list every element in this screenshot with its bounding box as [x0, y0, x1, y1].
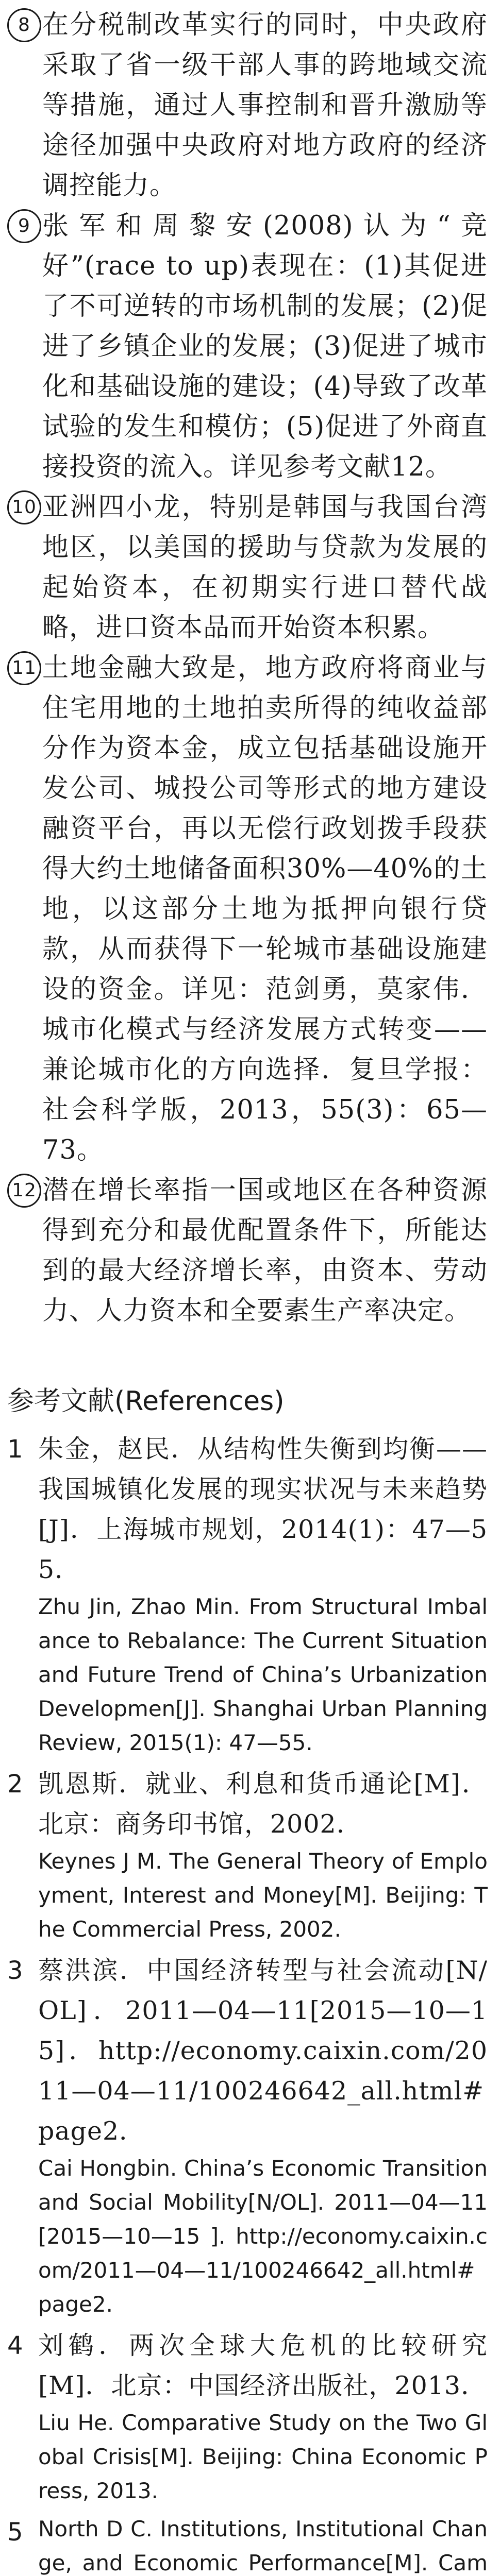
- note-text: 在分税制改革实行的同时，中央政府采取了省一级干部人事的跨地域交流等措施，通过人事控制和晋升激励等途径加强中央政府对地方政府的经济调控能力。: [42, 10, 488, 201]
- reference-english: Liu He. Comparative Study on the Two Global Crisis[M]. Beijing: China Economic Press, 2013.: [38, 2410, 488, 2503]
- references-heading: 参考文献(References): [7, 1386, 285, 1417]
- note-text: 潜在增长率指一国或地区在各种资源得到充分和最优配置条件下，所能达到的最大经济增长率，由资本、劳动力、人力资本和全要素生产率决定。: [42, 1175, 488, 1326]
- note-number: 10: [7, 490, 41, 524]
- reference-english: North D C. Institutions, Institutional Change, and Economic Performance[M]. Cam: [38, 2516, 488, 2575]
- reference-item: [7, 2326, 488, 2508]
- reference-number: 2: [7, 1770, 23, 1799]
- reference-english: Cai Hongbin. China’s Economic Transition and Social Mobility[N/OL]. 2011—04—11[2015—10—15 ]. http://economy.caixin.com/2011—04—11/100246642_all.html#page2.: [38, 2156, 488, 2317]
- reference-body: [38, 2512, 488, 2576]
- reference-chinese: 蔡洪滨．中国经济转型与社会流动[N/OL]．2011—04—11[2015—10—15]．http://economy.caixin.com/2011—04—11/100246642_all.html#page2．: [38, 1956, 488, 2146]
- note-item: [7, 487, 488, 648]
- reference-number: 5: [7, 2518, 23, 2547]
- reference-chinese: 朱金，赵民．从结构性失衡到均衡——我国城镇化发展的现实状况与未来趋势[J]．上海城市规划，2014(1)：47—55．: [38, 1434, 488, 1584]
- reference-body: [38, 1951, 488, 2321]
- reference-number: 4: [7, 2331, 23, 2360]
- reference-item: [7, 2512, 488, 2576]
- note-number: 12: [7, 1174, 41, 1208]
- reference-english: Keynes J M. The General Theory of Employment, Interest and Money[M]. Beijing: The Commercial Press, 2002.: [38, 1849, 488, 1942]
- note-item: [7, 206, 488, 487]
- note-number: 8: [7, 8, 41, 42]
- note-item: [7, 5, 488, 206]
- notes-list: [7, 5, 488, 1331]
- reference-item: [7, 1951, 488, 2321]
- note-item: [7, 1171, 488, 1331]
- reference-number: 1: [7, 1435, 23, 1464]
- reference-english: Zhu Jin, Zhao Min. From Structural Imbalance to Rebalance: The Current Situation and Future Trend of China’s Urbanization Developmen[J]. Shanghai Urban Planning Review, 2015(1): 47—55.: [38, 1594, 488, 1755]
- note-number: 11: [7, 651, 41, 685]
- reference-chinese: 凯恩斯．就业、利息和货币通论[M]．北京：商务印书馆，2002．: [38, 1769, 488, 1839]
- note-item: [7, 648, 488, 1171]
- reference-item: [7, 1429, 488, 1760]
- note-number: 9: [7, 209, 41, 243]
- note-text: 张军和周黎安(2008)认为“竞好”(race to up)表现在：(1)其促进了不可逆转的市场机制的发展；(2)促进了乡镇企业的发展；(3)促进了城市化和基础设施的建设；(4)导致了改革试验的发生和模仿；(5)促进了外商直接投资的流入。详见参考文献12。: [42, 211, 488, 482]
- note-text: 亚洲四小龙，特别是韩国与我国台湾地区，以美国的援助与贷款为发展的起始资本，在初期实行进口替代战略，进口资本品而开始资本积累。: [42, 492, 488, 643]
- reference-body: [38, 2326, 488, 2508]
- references-list: [7, 1429, 488, 2576]
- reference-body: [38, 1764, 488, 1946]
- reference-chinese: 刘鹤．两次全球大危机的比较研究[M]．北京：中国经济出版社，2013．: [38, 2331, 488, 2400]
- reference-body: [38, 1429, 488, 1760]
- reference-number: 3: [7, 1956, 23, 1985]
- note-text: 土地金融大致是，地方政府将商业与住宅用地的土地拍卖所得的纯收益部分作为资本金，成立包括基础设施开发公司、城投公司等形式的地方建设融资平台，再以无偿行政划拨手段获得大约土地储备面积30%—40%的土地，以这部分土地为抵押向银行贷款，从而获得下一轮城市基础设施建设的资金。详见：范剑勇，莫家伟．城市化模式与经济发展方式转变——兼论城市化的方向选择．复旦学报：社会科学版，2013，55(3)：65—73。: [42, 653, 488, 1165]
- reference-item: [7, 1764, 488, 1946]
